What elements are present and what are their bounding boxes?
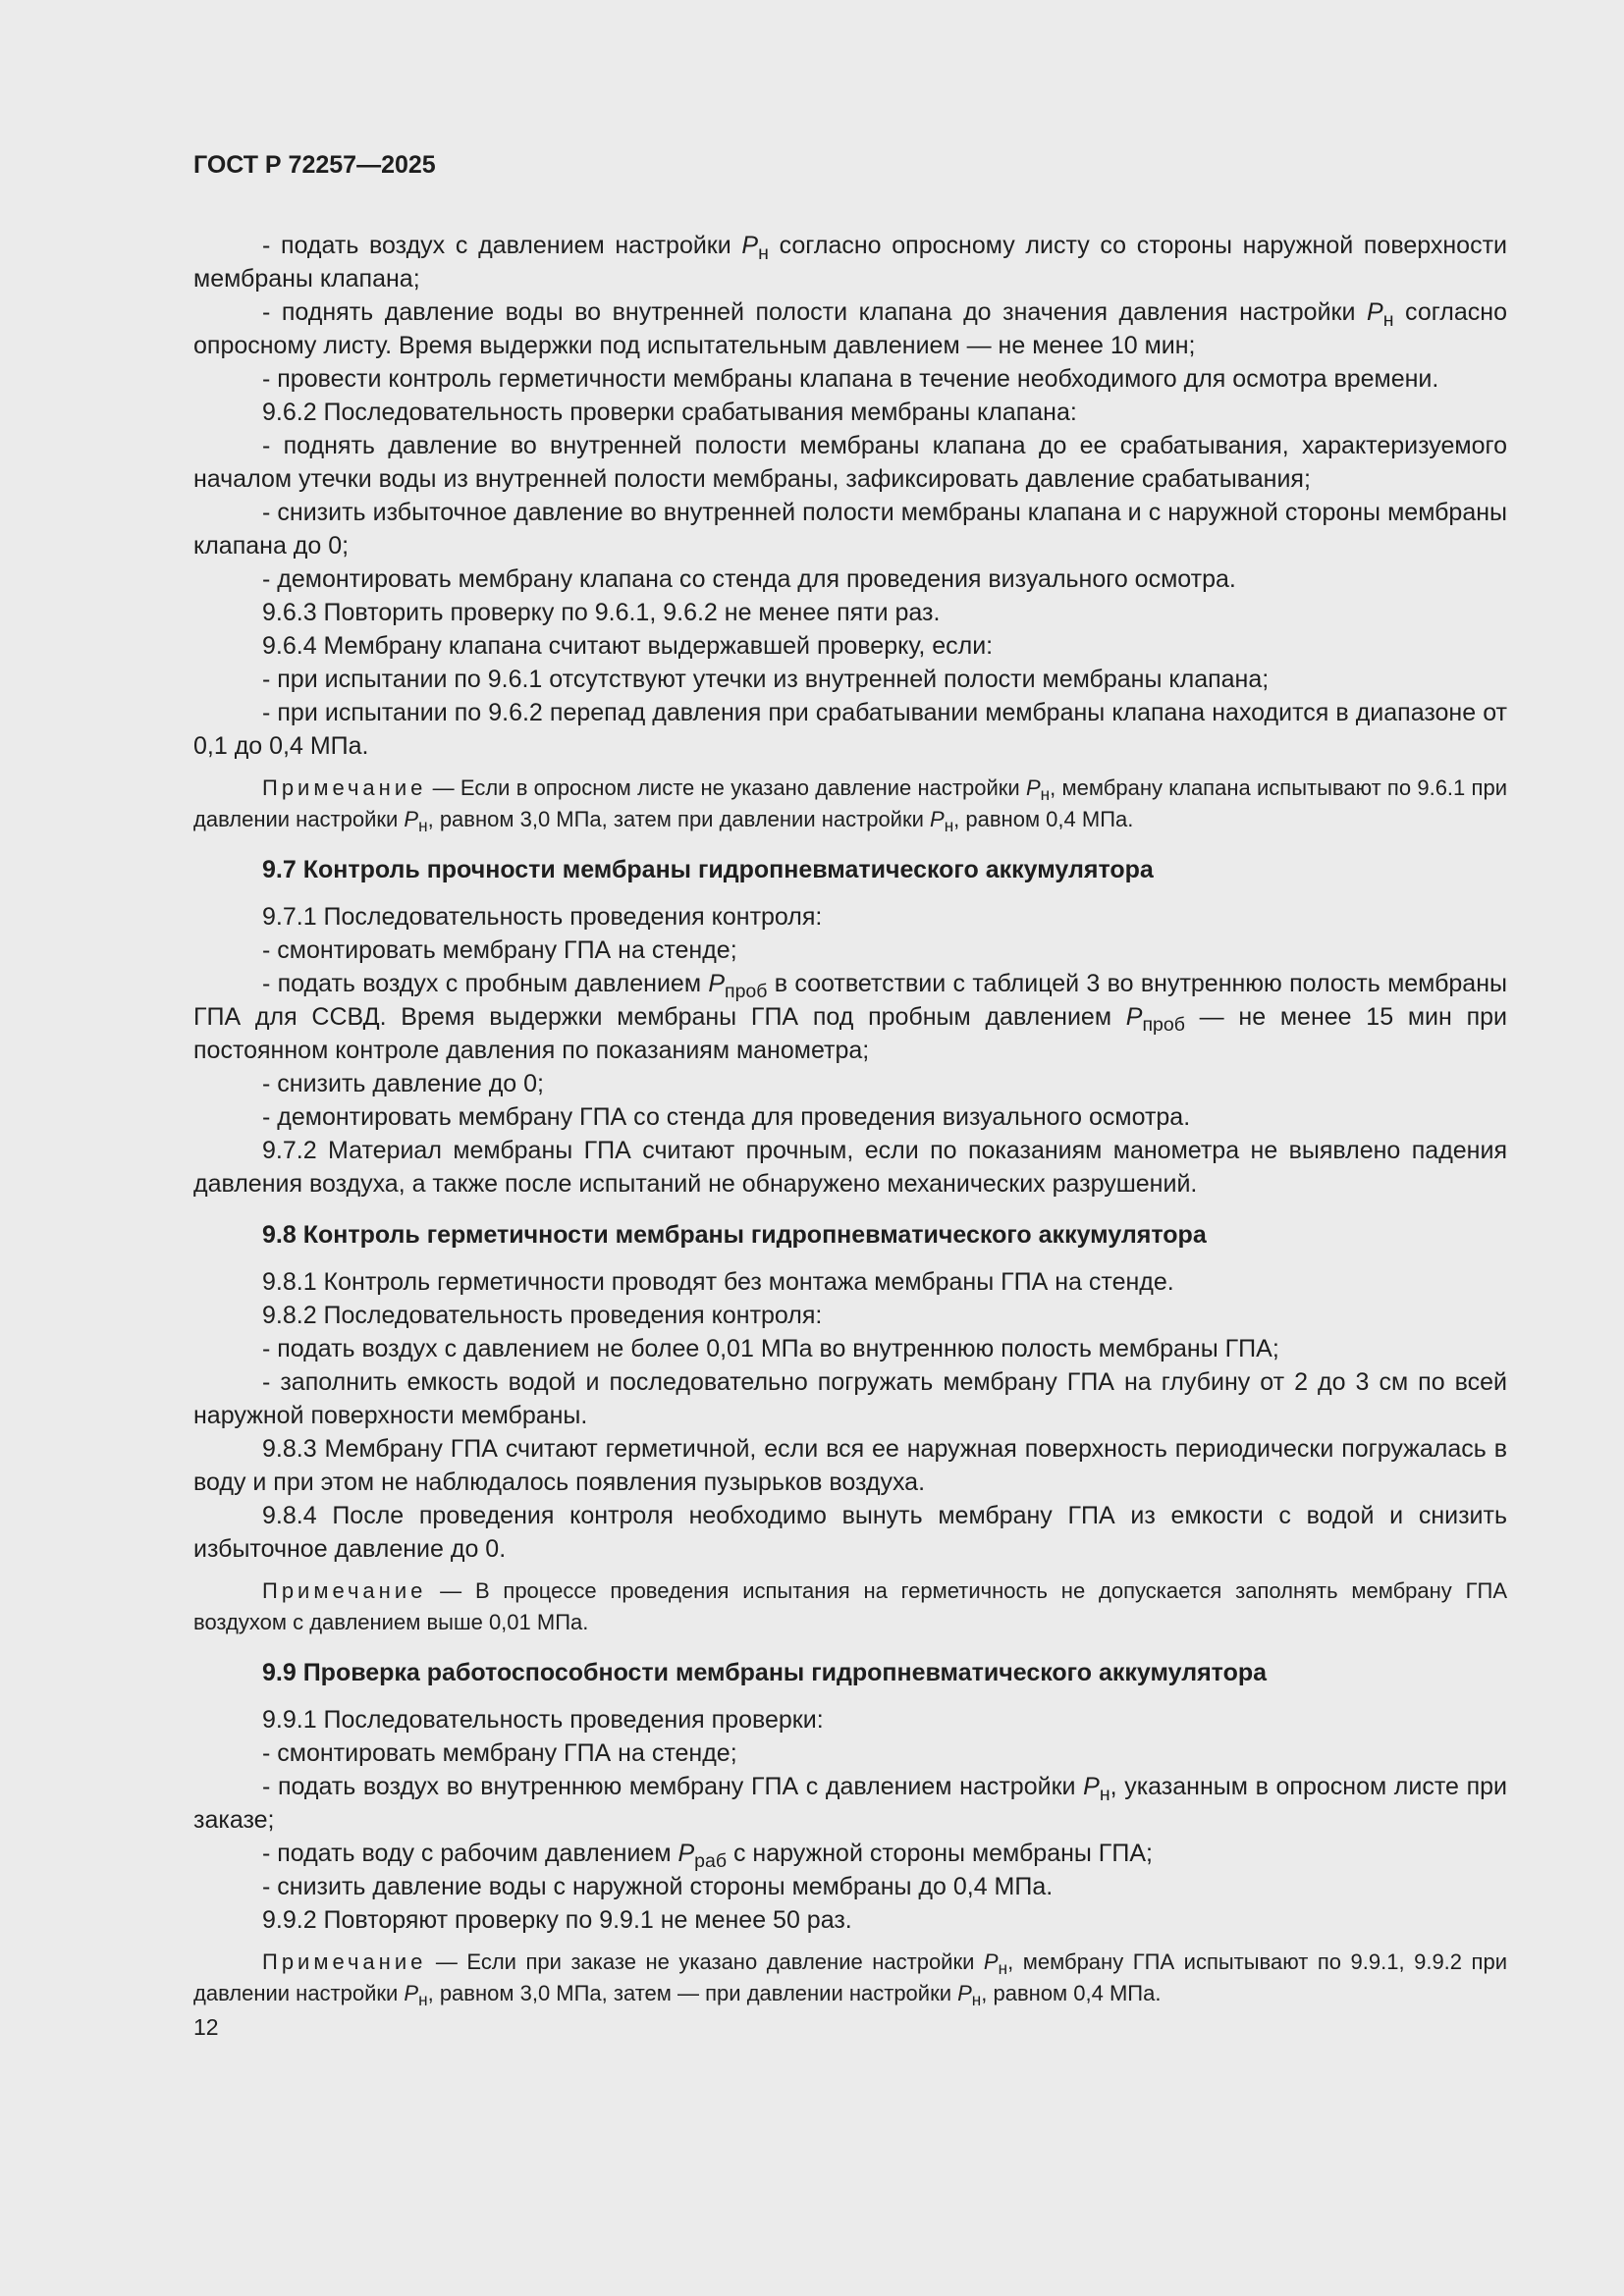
paragraph	[193, 229, 1507, 295]
paragraph: - демонтировать мембрану клапана со стенда для проведения визуального осмотра.	[262, 565, 1236, 593]
subscript: н	[1382, 308, 1394, 331]
subscript: н	[418, 1990, 428, 2010]
paragraph: - снизить давление до 0;	[262, 1070, 544, 1097]
clause-9-8-1: 9.8.1 Контроль герметичности проводят без монтажа мембраны ГПА на стенде.	[262, 1268, 1174, 1296]
clause-9-8-4: 9.8.4 После проведения контроля необходимо вынуть мембрану ГПА из емкости с водой и снизить избыточное давление до 0.	[193, 1502, 1507, 1563]
subscript: н	[758, 241, 769, 264]
symbol-p: P	[1083, 1773, 1100, 1800]
note-2	[193, 1575, 1507, 1638]
section-heading-9-9: 9.9 Проверка работоспособности мембраны гидропневматического аккумулятора	[262, 1659, 1268, 1686]
document-page	[193, 147, 1507, 2043]
clause-9-6-4: 9.6.4 Мембрану клапана считают выдержавшей проверку, если:	[262, 632, 994, 660]
text-span: , равном 3,0 МПа, затем — при давлении настройки	[427, 1981, 958, 2005]
paragraph: - смонтировать мембрану ГПА на стенде;	[262, 1739, 737, 1767]
document-header: ГОСТ Р 72257—2025	[193, 151, 436, 179]
text-span: , равном 0,4 МПа.	[981, 1981, 1162, 2005]
note-label: Примечание	[262, 1949, 427, 1974]
symbol-p: P	[1125, 1003, 1143, 1031]
clause-9-6-2: 9.6.2 Последовательность проверки срабатывания мембраны клапана:	[262, 399, 1077, 426]
symbol-p: P	[741, 232, 759, 259]
paragraph	[193, 1770, 1507, 1837]
text-span: , равном 0,4 МПа.	[953, 807, 1134, 831]
text-span: согласно опросному листу со стороны наружной поверхности мембраны клапана;	[193, 232, 1507, 293]
text-span: , мембрану клапана испытывают по 9.6.1 при давлении настройки	[193, 775, 1507, 831]
text-span: , мембрану ГПА испытывают по 9.9.1, 9.9.2 при давлении настройки	[193, 1949, 1507, 2005]
paragraph: - при испытании по 9.6.1 отсутствуют утечки из внутренней полости мембраны клапана;	[262, 666, 1270, 693]
clause-9-8-3: 9.8.3 Мембрану ГПА считают герметичной, если вся ее наружная поверхность периодически погружалась в воду и при этом не наблюдалось появления пузырьков воздуха.	[193, 1435, 1507, 1496]
section-heading-9-8: 9.8 Контроль герметичности мембраны гидропневматического аккумулятора	[262, 1221, 1207, 1249]
clause-9-9-2: 9.9.2 Повторяют проверку по 9.9.1 не менее 50 раз.	[262, 1906, 852, 1934]
text-span: - подать воду с рабочим давлением	[262, 1840, 678, 1867]
text-span: - подать воздух с пробным давлением	[262, 970, 709, 997]
paragraph	[193, 295, 1507, 362]
note-1	[193, 773, 1507, 835]
text-span: , равном 3,0 МПа, затем при давлении настройки	[427, 807, 930, 831]
symbol-p: P	[930, 807, 945, 831]
note-label: Примечание	[262, 775, 427, 800]
note-3	[193, 1947, 1507, 2009]
text-span: , указанным в опросном листе при заказе;	[193, 1773, 1507, 1834]
clause-9-6-3: 9.6.3 Повторить проверку по 9.6.1, 9.6.2 не менее пяти раз.	[262, 599, 941, 626]
subscript: н	[1040, 784, 1051, 805]
paragraph: - при испытании по 9.6.2 перепад давления при срабатывании мембраны клапана находится в диапазоне от 0,1 до 0,4 МПа.	[193, 699, 1507, 760]
paragraph: - смонтировать мембрану ГПА на стенде;	[262, 936, 737, 964]
page-number: 12	[193, 2014, 219, 2040]
text-span: в соответствии с таблицей 3 во внутреннюю полость мембраны ГПА для ССВД. Время выдержки мембраны ГПА под пробным давлением	[193, 970, 1507, 1031]
symbol-p: P	[404, 1981, 419, 2005]
paragraph	[193, 1837, 1507, 1870]
subscript: раб	[694, 1849, 728, 1872]
symbol-p: P	[708, 970, 726, 997]
subscript: н	[1099, 1783, 1110, 1805]
subscript: н	[998, 1958, 1008, 1979]
paragraph	[193, 967, 1507, 1067]
text-span: - подать воздух с давлением настройки	[262, 232, 742, 259]
paragraph: - провести контроль герметичности мембраны клапана в течение необходимого для осмотра времени.	[262, 365, 1439, 393]
paragraph: - снизить давление воды с наружной стороны мембраны до 0,4 МПа.	[262, 1873, 1054, 1900]
text-span: — В процессе проведения испытания на герметичность не допускается заполнять мембрану ГПА воздухом с давлением выше 0,01 МПа.	[193, 1578, 1507, 1634]
note-label: Примечание	[262, 1578, 427, 1603]
symbol-p: P	[983, 1949, 999, 1974]
text-span: - подать воздух во внутреннюю мембрану ГПА с давлением настройки	[262, 1773, 1084, 1800]
text-span: - поднять давление воды во внутренней полости клапана до значения давления настройки	[262, 298, 1368, 326]
subscript: н	[944, 816, 954, 836]
paragraph: - подать воздух с давлением не более 0,01 МПа во внутреннюю полость мембраны ГПА;	[262, 1335, 1279, 1362]
symbol-p: P	[677, 1840, 695, 1867]
subscript: проб	[725, 980, 768, 1002]
clause-9-8-2: 9.8.2 Последовательность проведения контроля:	[262, 1302, 823, 1329]
subscript: проб	[1142, 1013, 1185, 1036]
text-span: — Если в опросном листе не указано давление настройки	[426, 775, 1026, 800]
text-span: — не менее 15 мин при постоянном контроле давления по показаниям манометра;	[193, 1003, 1507, 1064]
subscript: н	[418, 816, 428, 836]
symbol-p: P	[404, 807, 419, 831]
symbol-p: P	[1025, 775, 1041, 800]
section-heading-9-7: 9.7 Контроль прочности мембраны гидропневматического аккумулятора	[262, 856, 1154, 883]
text-span: согласно опросному листу. Время выдержки под испытательным давлением — не менее 10 мин;	[193, 298, 1508, 359]
clause-9-9-1: 9.9.1 Последовательность проведения проверки:	[262, 1706, 824, 1734]
paragraph: - поднять давление во внутренней полости мембраны клапана до ее срабатывания, характеризуемого началом утечки воды из внутренней полости мембраны, зафиксировать давление срабатывания;	[193, 432, 1507, 493]
paragraph: - снизить избыточное давление во внутренней полости мембраны клапана и с наружной стороны мембраны клапана до 0;	[193, 499, 1507, 560]
symbol-p: P	[957, 1981, 972, 2005]
paragraph: - демонтировать мембрану ГПА со стенда для проведения визуального осмотра.	[262, 1103, 1191, 1131]
subscript: н	[971, 1990, 982, 2010]
paragraph: - заполнить емкость водой и последовательно погружать мембрану ГПА на глубину от 2 до 3 см по всей наружной поверхности мембраны.	[193, 1368, 1507, 1429]
text-span: — Если при заказе не указано давление настройки	[426, 1949, 984, 1974]
clause-9-7-1: 9.7.1 Последовательность проведения контроля:	[262, 903, 823, 931]
text-span: с наружной стороны мембраны ГПА;	[727, 1840, 1153, 1867]
symbol-p: P	[1367, 298, 1383, 326]
clause-9-7-2: 9.7.2 Материал мембраны ГПА считают прочным, если по показаниям манометра не выявлено падения давления воздуха, а также после испытаний не обнаружено механических разрушений.	[193, 1137, 1507, 1198]
